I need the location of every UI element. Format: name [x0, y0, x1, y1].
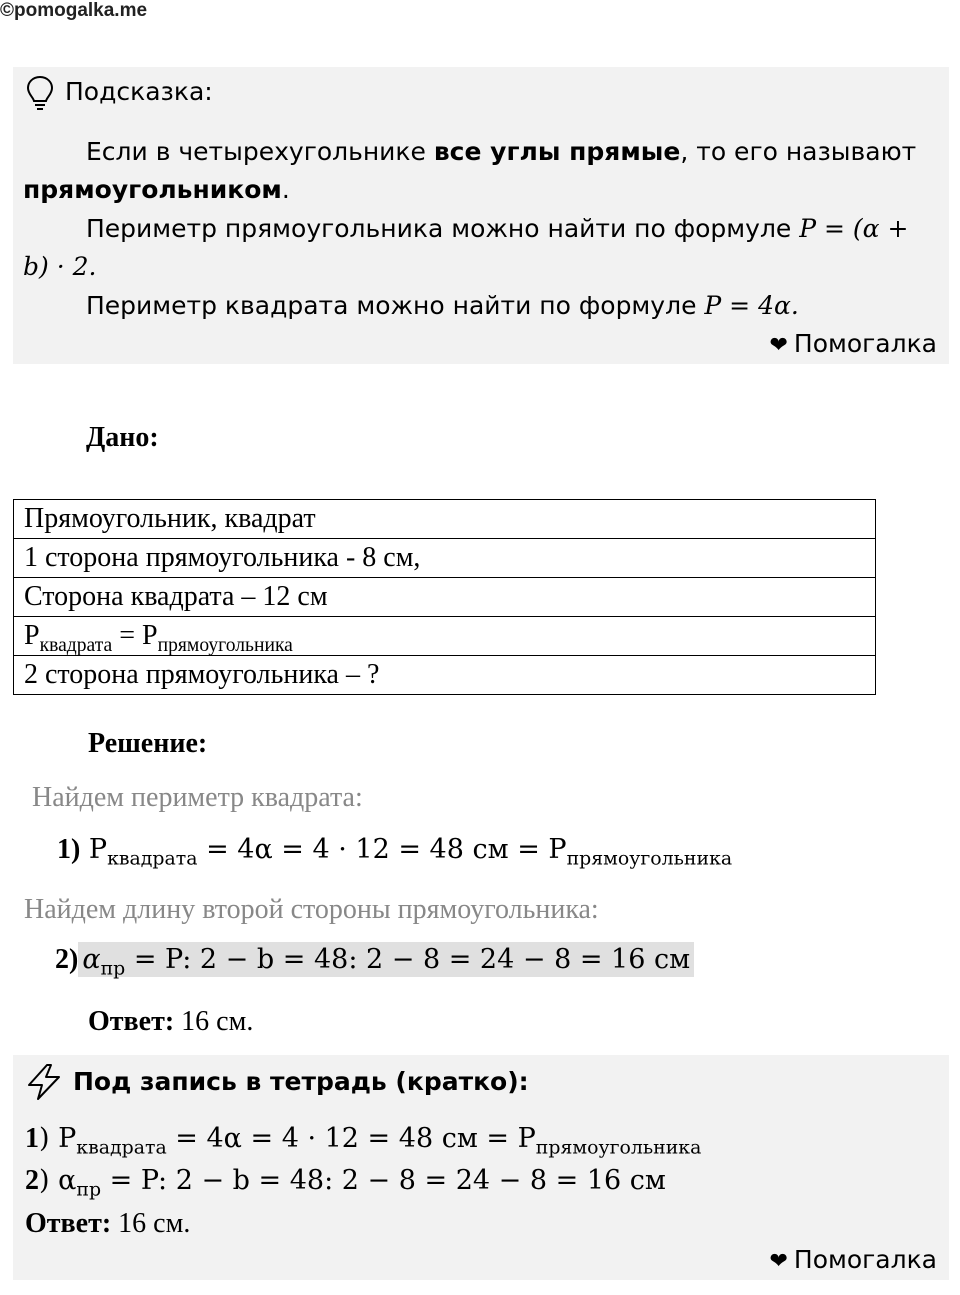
solution-intro-2: Найдем длину второй стороны прямоугольника:: [24, 894, 599, 925]
heart-icon: ❤: [769, 333, 788, 358]
hint-line-2: прямоугольником.: [23, 175, 290, 204]
hint-line-4: b) · 2.: [23, 252, 97, 281]
heart-icon: ❤: [769, 1249, 788, 1274]
hint-line-3: Периметр прямоугольника можно найти по формуле P = (α +: [86, 214, 909, 243]
notebook-line-1: 1) $P_{квадрата} = 4\alpha = 4 \cdot 12 = 48$ см = $P_{прямоугольника}$: [25, 1123, 702, 1159]
notebook-title: Под запись в тетрадь (кратко):: [73, 1067, 529, 1096]
hint-line-1: Если в четырехугольнике все углы прямые, то его называют: [86, 137, 917, 166]
hint-brand: ❤ Помогалка: [769, 329, 937, 358]
table-row: [14, 656, 876, 695]
table-row: [14, 617, 876, 656]
notebook-brand: ❤ Помогалка: [769, 1245, 937, 1274]
notebook-box: [13, 1055, 949, 1280]
given-table: [13, 499, 876, 695]
table-cell: Сторона квадрата – 12 см: [14, 578, 876, 617]
lightning-icon: [25, 1063, 63, 1106]
table-row: [14, 539, 876, 578]
solution-intro-1: Найдем периметр квадрата:: [32, 782, 363, 813]
table-cell: $P_{квадрата} = P_{прямоугольника}$: [14, 617, 876, 656]
table-cell: 2 сторона прямоугольника – ?: [14, 656, 876, 695]
solution-step-2: 2) $\alpha_{пр} = P$: 2 − b = 48: 2 − 8 = 24 − 8 = 16 см: [55, 944, 694, 976]
given-heading: Дано:: [86, 422, 159, 453]
notebook-line-2: 2) $\alpha_{пр} = P$: 2 − b = 48: 2 − 8 = 24 − 8 = 16 см: [25, 1165, 666, 1201]
table-row: [14, 500, 876, 539]
table-cell: Прямоугольник, квадрат: [14, 500, 876, 539]
lightbulb-icon: [25, 75, 55, 116]
watermark: ©pomogalka.me: [0, 0, 148, 21]
solution-heading: Решение:: [88, 728, 208, 759]
table-row: [14, 578, 876, 617]
hint-line-5: Периметр квадрата можно найти по формуле P = 4α.: [86, 291, 799, 320]
hint-title: Подсказка:: [65, 77, 213, 106]
hint-box: [13, 67, 949, 364]
notebook-answer: Ответ: 16 см.: [25, 1208, 191, 1239]
solution-step-1: 1) $P_{квадрата} = 4\alpha = 4 \cdot 12 = 48$ см = $P_{прямоугольника}$: [57, 834, 733, 870]
solution-answer: Ответ: 16 см.: [88, 1006, 254, 1037]
table-cell: 1 сторона прямоугольника - 8 см,: [14, 539, 876, 578]
